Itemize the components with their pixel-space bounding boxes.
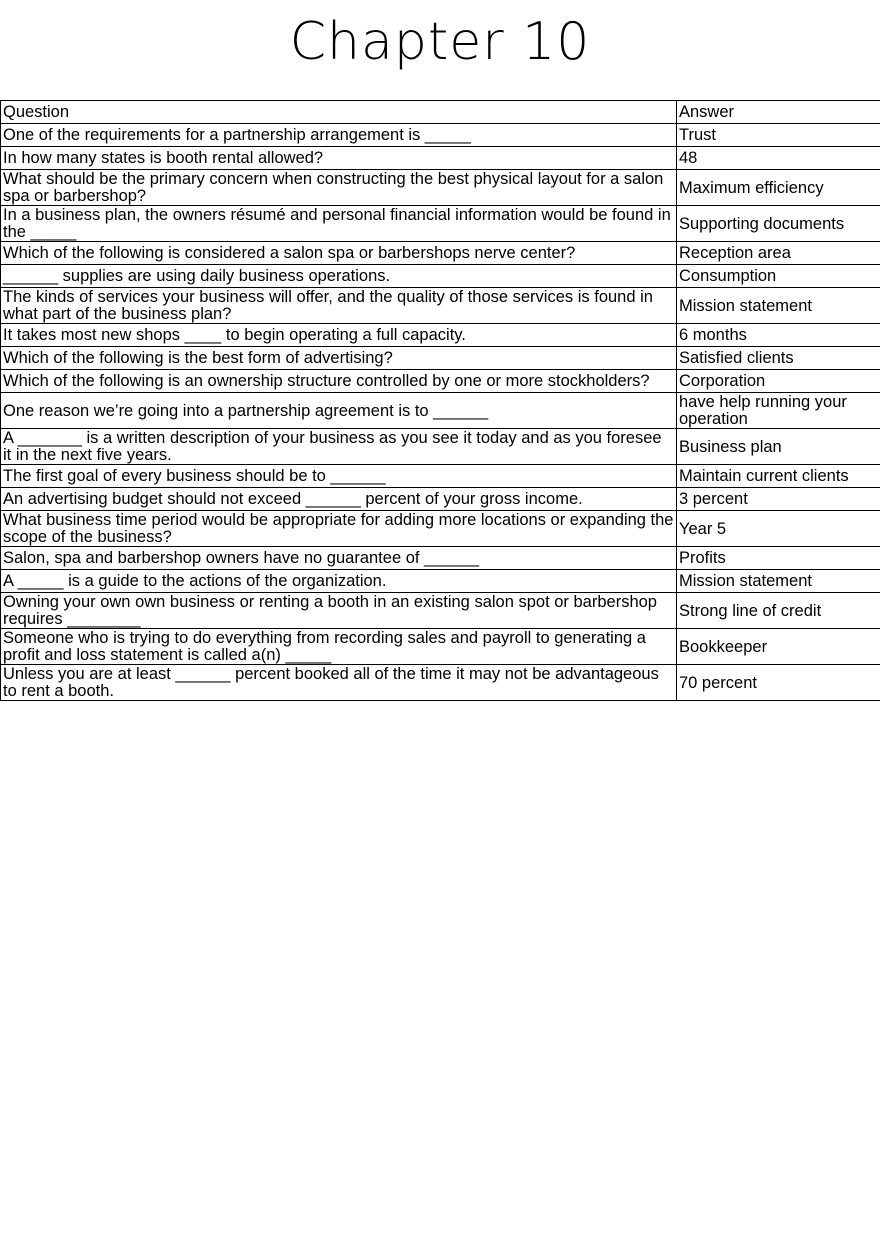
question-cell: Which of the following is an ownership structure controlled by one or more stockholders? — [1, 370, 677, 393]
question-cell: Someone who is trying to do everything from recording sales and payroll to generating a profit and loss statement is called a(n) _____ — [1, 629, 677, 665]
answer-header: Answer — [677, 101, 880, 124]
table-row — [1, 488, 880, 511]
question-cell: ______ supplies are using daily business operations. — [1, 265, 677, 288]
question-cell: The kinds of services your business will offer, and the quality of those services is found in what part of the business plan? — [1, 288, 677, 324]
question-cell: The first goal of every business should be to ______ — [1, 465, 677, 488]
question-cell: A _______ is a written description of your business as you see it today and as you foresee it in the next five years. — [1, 429, 677, 465]
question-cell: One of the requirements for a partnership arrangement is _____ — [1, 124, 677, 147]
question-cell: One reason we’re going into a partnership agreement is to ______ — [1, 393, 677, 429]
table-row — [1, 429, 880, 465]
table-row — [1, 347, 880, 370]
answer-cell: Business plan — [677, 429, 880, 465]
table-row — [1, 206, 880, 242]
answer-cell: Trust — [677, 124, 880, 147]
table-row — [1, 370, 880, 393]
answer-cell: Strong line of credit — [677, 593, 880, 629]
question-cell: Unless you are at least ______ percent booked all of the time it may not be advantageous to rent a booth. — [1, 665, 677, 701]
answer-cell: 48 — [677, 147, 880, 170]
answer-cell: Consumption — [677, 265, 880, 288]
question-cell: What business time period would be appropriate for adding more locations or expanding the scope of the business? — [1, 511, 677, 547]
table-header-row — [1, 101, 880, 124]
answer-cell: Bookkeeper — [677, 629, 880, 665]
table-row — [1, 124, 880, 147]
question-cell: Which of the following is the best form of advertising? — [1, 347, 677, 370]
table-row — [1, 393, 880, 429]
question-cell: In a business plan, the owners résumé and personal financial information would be found in the _____ — [1, 206, 677, 242]
table-row — [1, 147, 880, 170]
question-cell: It takes most new shops ____ to begin operating a full capacity. — [1, 324, 677, 347]
table-row — [1, 665, 880, 701]
answer-cell: have help running your operation — [677, 393, 880, 429]
table-row — [1, 265, 880, 288]
table-row — [1, 465, 880, 488]
answer-cell: Mission statement — [677, 570, 880, 593]
answer-cell: Mission statement — [677, 288, 880, 324]
answer-cell: Satisfied clients — [677, 347, 880, 370]
table-row — [1, 288, 880, 324]
answer-cell: Year 5 — [677, 511, 880, 547]
table-row — [1, 324, 880, 347]
table-row — [1, 242, 880, 265]
table-row — [1, 170, 880, 206]
question-cell: Which of the following is considered a salon spa or barbershops nerve center? — [1, 242, 677, 265]
table-row — [1, 629, 880, 665]
table-row — [1, 593, 880, 629]
answer-cell: Profits — [677, 547, 880, 570]
answer-cell: 3 percent — [677, 488, 880, 511]
question-cell: In how many states is booth rental allowed? — [1, 147, 677, 170]
answer-cell: Reception area — [677, 242, 880, 265]
page-title: Chapter 10 — [289, 12, 591, 72]
answer-cell: Maximum efficiency — [677, 170, 880, 206]
answer-cell: Supporting documents — [677, 206, 880, 242]
qa-table — [0, 100, 880, 701]
question-cell: Owning your own own business or renting a booth in an existing salon spot or barbershop requires ________ — [1, 593, 677, 629]
table-row — [1, 570, 880, 593]
answer-cell: Corporation — [677, 370, 880, 393]
question-header: Question — [1, 101, 677, 124]
answer-cell: Maintain current clients — [677, 465, 880, 488]
question-cell: What should be the primary concern when constructing the best physical layout for a salon spa or barbershop? — [1, 170, 677, 206]
question-cell: A _____ is a guide to the actions of the organization. — [1, 570, 677, 593]
qa-table-body — [1, 101, 880, 701]
table-row — [1, 547, 880, 570]
answer-cell: 6 months — [677, 324, 880, 347]
table-row — [1, 511, 880, 547]
question-cell: An advertising budget should not exceed ______ percent of your gross income. — [1, 488, 677, 511]
question-cell: Salon, spa and barbershop owners have no guarantee of ______ — [1, 547, 677, 570]
answer-cell: 70 percent — [677, 665, 880, 701]
